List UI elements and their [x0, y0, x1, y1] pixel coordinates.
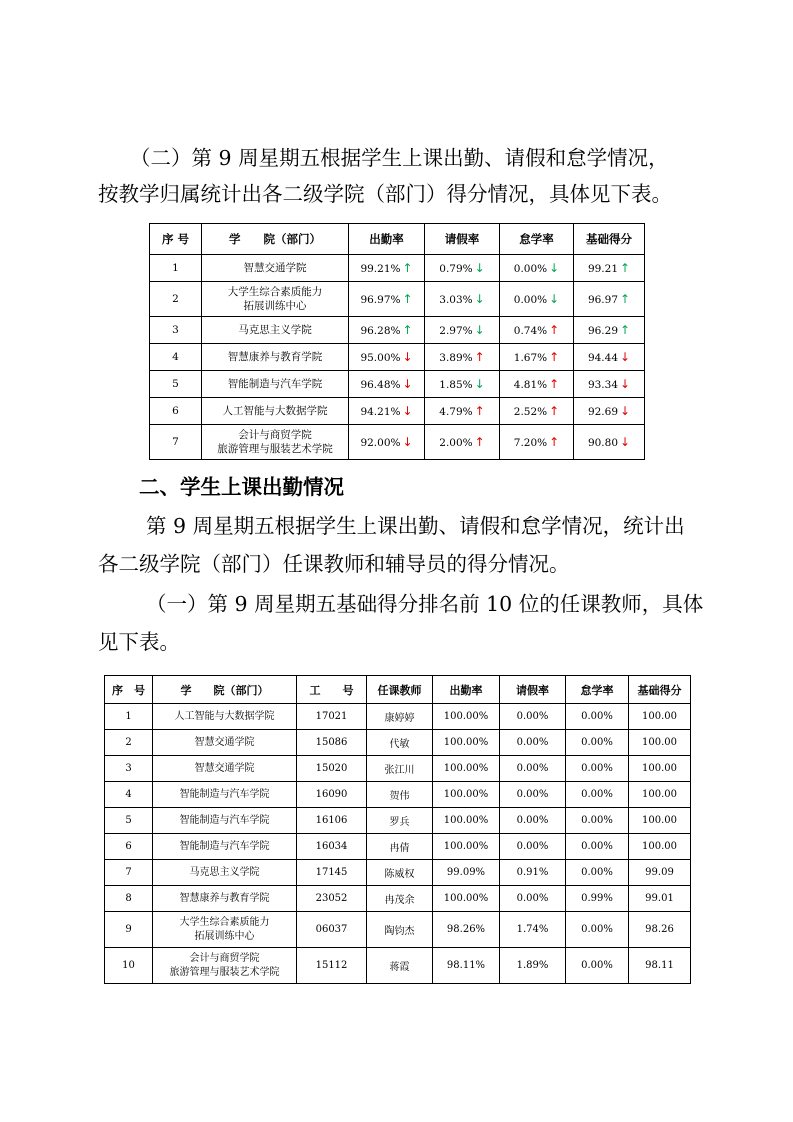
attendance-rate [349, 425, 425, 460]
attendance-rate [349, 282, 425, 317]
row-number: 3 [150, 317, 202, 344]
truancy-rate [500, 317, 574, 344]
attendance-rate-value: 96.97% [360, 294, 401, 306]
table2-row [105, 834, 691, 860]
leave-rate-value: 2.00% [439, 437, 473, 449]
college-name-line: 拓展训练中心 [194, 930, 255, 942]
employee-id: 15020 [297, 756, 367, 782]
row-number: 9 [105, 912, 153, 948]
table2-row [105, 886, 691, 912]
base-score [574, 371, 645, 398]
arrow-up-icon: ↑ [549, 435, 560, 449]
truancy-rate: 0.00% [566, 730, 629, 756]
arrow-up-icon: ↑ [620, 323, 631, 337]
attendance-rate-value: 96.48% [360, 379, 401, 391]
base-score [574, 255, 645, 282]
row-number: 7 [105, 860, 153, 886]
attendance-rate: 100.00% [433, 886, 500, 912]
teacher-name: 贺伟 [367, 782, 433, 808]
college-name [153, 756, 297, 782]
leave-rate-value: 2.97% [439, 325, 473, 337]
table1-header-4: 怠学率 [500, 224, 574, 255]
base-score: 99.09 [629, 860, 691, 886]
college-name-line: 智能制造与汽车学院 [179, 814, 270, 826]
base-score: 100.00 [629, 704, 691, 730]
teacher-name: 代敏 [367, 730, 433, 756]
college-name-line: 旅游管理与服装艺术学院 [217, 443, 333, 455]
attendance-rate-value: 96.28% [360, 325, 401, 337]
arrow-down-icon: ↓ [474, 323, 485, 337]
leave-rate [425, 317, 500, 344]
leave-rate [425, 282, 500, 317]
truancy-rate: 0.00% [566, 860, 629, 886]
leave-rate: 0.00% [500, 808, 566, 834]
college-name-line: 会计与商贸学院 [238, 429, 312, 441]
college-name-line: 旅游管理与服装艺术学院 [169, 966, 280, 978]
table2-header-5: 请假率 [500, 676, 566, 704]
row-number: 5 [105, 808, 153, 834]
base-score: 100.00 [629, 756, 691, 782]
attendance-rate: 100.00% [433, 730, 500, 756]
attendance-rate-value: 99.21% [360, 263, 401, 275]
truancy-rate: 0.00% [566, 948, 629, 984]
arrow-up-icon: ↑ [549, 377, 560, 391]
leave-rate [425, 425, 500, 460]
section2-para1-line1: 第 9 周星期五根据学生上课出勤、请假和怠学情况，统计出 [146, 514, 685, 538]
truancy-rate-value: 2.52% [513, 406, 548, 418]
arrow-up-icon: ↑ [474, 404, 485, 418]
table2-row [105, 756, 691, 782]
arrow-up-icon: ↑ [549, 404, 560, 418]
arrow-down-icon: ↓ [549, 292, 560, 306]
truancy-rate: 0.00% [566, 756, 629, 782]
arrow-up-icon: ↑ [402, 261, 413, 275]
employee-id: 16034 [297, 834, 367, 860]
arrow-up-icon: ↑ [549, 350, 560, 364]
teacher-name: 冉倩 [367, 834, 433, 860]
teacher-name: 蒋霞 [367, 948, 433, 984]
table1-row [150, 425, 645, 460]
college-name [153, 730, 297, 756]
leave-rate [425, 255, 500, 282]
base-score-value: 93.34 [587, 379, 618, 391]
arrow-down-icon: ↓ [474, 292, 485, 306]
row-number: 2 [105, 730, 153, 756]
arrow-up-icon: ↑ [402, 323, 413, 337]
college-name-line: 拓展训练中心 [243, 300, 307, 312]
table2-row [105, 860, 691, 886]
base-score-value: 96.29 [587, 325, 618, 337]
college-name-line: 智能制造与汽车学院 [179, 840, 270, 852]
arrow-down-icon: ↓ [402, 377, 413, 391]
truancy-rate: 0.99% [566, 886, 629, 912]
leave-rate: 0.91% [500, 860, 566, 886]
section2-para2-line1: （一）第 9 周星期五基础得分排名前 10 位的任课教师，具体 [146, 592, 704, 616]
college-name-line: 智慧交通学院 [194, 762, 255, 774]
base-score: 100.00 [629, 808, 691, 834]
row-number: 1 [150, 255, 202, 282]
college-name [153, 782, 297, 808]
truancy-rate-value: 4.81% [513, 379, 548, 391]
base-score [574, 344, 645, 371]
table2-header-1: 学 院（部门） [153, 676, 297, 704]
base-score-value: 96.97 [587, 294, 618, 306]
row-number: 7 [150, 425, 202, 460]
row-number: 5 [150, 371, 202, 398]
truancy-rate [500, 255, 574, 282]
arrow-down-icon: ↓ [620, 350, 631, 364]
table2-row [105, 730, 691, 756]
table1-row [150, 317, 645, 344]
row-number: 6 [150, 398, 202, 425]
row-number: 3 [105, 756, 153, 782]
table2-row [105, 808, 691, 834]
section2-para2-line2: 见下表。 [98, 630, 180, 654]
arrow-up-icon: ↑ [620, 261, 631, 275]
table1-row [150, 255, 645, 282]
row-number: 4 [150, 344, 202, 371]
table2-header-4: 出勤率 [433, 676, 500, 704]
section2-para1-line2: 各二级学院（部门）任课教师和辅导员的得分情况。 [98, 552, 570, 576]
teacher-name: 罗兵 [367, 808, 433, 834]
college-name [153, 912, 297, 948]
truancy-rate: 0.00% [566, 704, 629, 730]
truancy-rate: 0.00% [566, 912, 629, 948]
college-name-line: 马克思主义学院 [238, 324, 312, 336]
college-name [153, 834, 297, 860]
teacher-name: 陈威权 [367, 860, 433, 886]
section1-line1: （二）第 9 周星期五根据学生上课出勤、请假和怠学情况， [130, 146, 669, 170]
employee-id: 16090 [297, 782, 367, 808]
arrow-up-icon: ↑ [549, 323, 560, 337]
leave-rate: 0.00% [500, 730, 566, 756]
base-score [574, 282, 645, 317]
leave-rate [425, 398, 500, 425]
college-name-line: 智能制造与汽车学院 [179, 788, 270, 800]
college-name-line: 智慧交通学院 [243, 262, 307, 274]
attendance-rate: 100.00% [433, 704, 500, 730]
truancy-rate-value: 0.00% [513, 263, 548, 275]
table2-header-7: 基础得分 [629, 676, 691, 704]
leave-rate: 0.00% [500, 834, 566, 860]
college-name [202, 317, 349, 344]
arrow-down-icon: ↓ [402, 350, 413, 364]
employee-id: 23052 [297, 886, 367, 912]
base-score-value: 90.80 [587, 437, 618, 449]
table1-header-1: 学 院（部门） [202, 224, 349, 255]
truancy-rate-value: 0.74% [513, 325, 548, 337]
attendance-rate-value: 94.21% [360, 406, 401, 418]
attendance-rate [349, 371, 425, 398]
attendance-rate: 98.11% [433, 948, 500, 984]
leave-rate-value: 3.89% [439, 352, 473, 364]
employee-id: 15086 [297, 730, 367, 756]
truancy-rate-value: 1.67% [513, 352, 548, 364]
base-score: 100.00 [629, 834, 691, 860]
attendance-rate: 100.00% [433, 808, 500, 834]
arrow-down-icon: ↓ [620, 435, 631, 449]
truancy-rate-value: 7.20% [513, 437, 548, 449]
table1-header-3: 请假率 [425, 224, 500, 255]
arrow-down-icon: ↓ [474, 261, 485, 275]
leave-rate: 0.00% [500, 782, 566, 808]
truancy-rate: 0.00% [566, 782, 629, 808]
college-name-line: 人工智能与大数据学院 [222, 405, 328, 417]
leave-rate-value: 0.79% [439, 263, 473, 275]
college-name-line: 智慧康养与教育学院 [179, 892, 270, 904]
arrow-down-icon: ↓ [402, 404, 413, 418]
attendance-rate [349, 255, 425, 282]
truancy-rate [500, 371, 574, 398]
leave-rate [425, 344, 500, 371]
table2-header-2: 工 号 [297, 676, 367, 704]
college-name [153, 886, 297, 912]
employee-id: 15112 [297, 948, 367, 984]
row-number: 2 [150, 282, 202, 317]
leave-rate: 0.00% [500, 886, 566, 912]
arrow-up-icon: ↑ [474, 435, 485, 449]
table1-header-0: 序 号 [150, 224, 202, 255]
truancy-rate [500, 425, 574, 460]
attendance-rate: 100.00% [433, 782, 500, 808]
employee-id: 16106 [297, 808, 367, 834]
teacher-name: 陶钧杰 [367, 912, 433, 948]
row-number: 10 [105, 948, 153, 984]
truancy-rate-value: 0.00% [513, 294, 548, 306]
table1-row [150, 344, 645, 371]
table1-row [150, 398, 645, 425]
table2-row [105, 782, 691, 808]
base-score-value: 99.21 [587, 263, 618, 275]
teacher-name: 张江川 [367, 756, 433, 782]
college-name-line: 大学生综合素质能力 [179, 916, 270, 928]
table1-row [150, 371, 645, 398]
employee-id: 17145 [297, 860, 367, 886]
college-name [153, 808, 297, 834]
college-name-line: 智慧康养与教育学院 [227, 351, 323, 363]
base-score-value: 92.69 [587, 406, 618, 418]
truancy-rate [500, 398, 574, 425]
college-name-line: 会计与商贸学院 [189, 952, 260, 964]
college-name-line: 大学生综合素质能力 [227, 286, 323, 298]
truancy-rate: 0.00% [566, 808, 629, 834]
leave-rate-value: 4.79% [439, 406, 473, 418]
truancy-rate: 0.00% [566, 834, 629, 860]
leave-rate: 0.00% [500, 704, 566, 730]
arrow-up-icon: ↑ [620, 292, 631, 306]
arrow-up-icon: ↑ [474, 350, 485, 364]
leave-rate-value: 3.03% [439, 294, 473, 306]
attendance-rate: 99.09% [433, 860, 500, 886]
row-number: 8 [105, 886, 153, 912]
leave-rate [425, 371, 500, 398]
employee-id: 17021 [297, 704, 367, 730]
college-name-line: 马克思主义学院 [189, 866, 260, 878]
college-score-table [149, 223, 645, 460]
attendance-rate-value: 92.00% [360, 437, 401, 449]
attendance-rate: 100.00% [433, 756, 500, 782]
base-score [574, 317, 645, 344]
base-score: 99.01 [629, 886, 691, 912]
leave-rate: 0.00% [500, 756, 566, 782]
table1-header-2: 出勤率 [349, 224, 425, 255]
college-name-line: 智慧交通学院 [194, 736, 255, 748]
college-name-line: 智能制造与汽车学院 [227, 378, 323, 390]
table1-header-5: 基础得分 [574, 224, 645, 255]
college-name [202, 344, 349, 371]
base-score [574, 425, 645, 460]
base-score [574, 398, 645, 425]
base-score: 100.00 [629, 730, 691, 756]
table1-row [150, 282, 645, 317]
leave-rate-value: 1.85% [439, 379, 473, 391]
arrow-down-icon: ↓ [474, 377, 485, 391]
teacher-top10-table [104, 675, 691, 984]
college-name [153, 704, 297, 730]
college-name [202, 255, 349, 282]
row-number: 1 [105, 704, 153, 730]
table2-header-0: 序 号 [105, 676, 153, 704]
base-score: 98.26 [629, 912, 691, 948]
arrow-down-icon: ↓ [620, 377, 631, 391]
leave-rate: 1.89% [500, 948, 566, 984]
row-number: 4 [105, 782, 153, 808]
college-name [202, 398, 349, 425]
base-score: 98.11 [629, 948, 691, 984]
table2-row [105, 948, 691, 984]
arrow-down-icon: ↓ [402, 435, 413, 449]
college-name [202, 371, 349, 398]
table2-header-6: 怠学率 [566, 676, 629, 704]
row-number: 6 [105, 834, 153, 860]
base-score-value: 94.44 [587, 352, 618, 364]
truancy-rate [500, 344, 574, 371]
attendance-rate: 100.00% [433, 834, 500, 860]
attendance-rate: 98.26% [433, 912, 500, 948]
college-name [202, 282, 349, 317]
table2-row [105, 912, 691, 948]
teacher-name: 冉茂余 [367, 886, 433, 912]
arrow-down-icon: ↓ [620, 404, 631, 418]
truancy-rate [500, 282, 574, 317]
college-name [153, 948, 297, 984]
attendance-rate-value: 95.00% [360, 352, 401, 364]
section2-heading: 二、学生上课出勤情况 [139, 475, 344, 499]
teacher-name: 康婷婷 [367, 704, 433, 730]
attendance-rate [349, 398, 425, 425]
table2-row [105, 704, 691, 730]
arrow-up-icon: ↑ [402, 292, 413, 306]
section1-line2: 按教学归属统计出各二级学院（部门）得分情况，具体见下表。 [98, 182, 672, 206]
table2-header-3: 任课教师 [367, 676, 433, 704]
base-score: 100.00 [629, 782, 691, 808]
leave-rate: 1.74% [500, 912, 566, 948]
college-name-line: 人工智能与大数据学院 [174, 710, 275, 722]
college-name [202, 425, 349, 460]
arrow-down-icon: ↓ [549, 261, 560, 275]
attendance-rate [349, 344, 425, 371]
college-name [153, 860, 297, 886]
employee-id: 06037 [297, 912, 367, 948]
attendance-rate [349, 317, 425, 344]
